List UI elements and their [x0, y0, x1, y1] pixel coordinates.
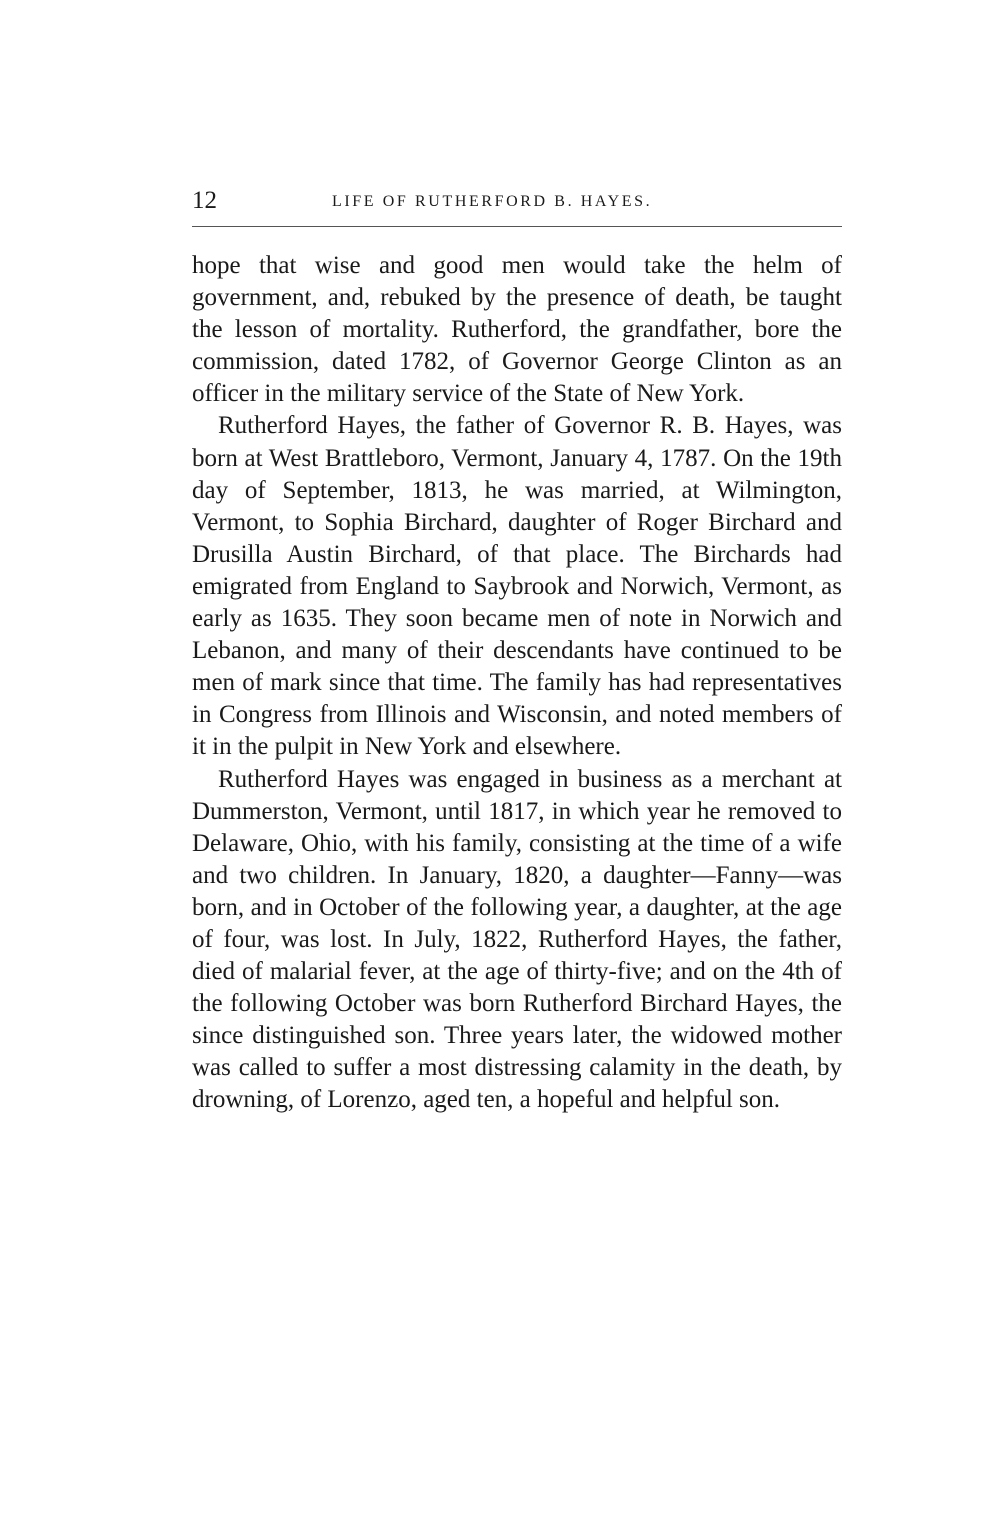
paragraph-father: Rutherford Hayes, the father of Governor R. B. Hayes, was born at West Brattleboro, Vermont, January 4, 1787. On the 19th day of September, 1813, he was married, at Wilmington, Vermont, to Sophia Birchard, daughter of Roger Birchard and Drusilla Austin Birchard, of that place. The Birchards had emigrated from England to Saybrook and Norwich, Vermont, as early as 1635. They soon became men of note in Norwich and Lebanon, and many of their descendants have continued to be men of mark since that time. The family has had representatives in Congress from Illinois and Wisconsin, and noted members of it in the pulpit in New York and elsewhere. — [192, 412, 842, 761]
body-text — [192, 250, 842, 1117]
header-rule — [192, 226, 842, 227]
page-number: 12 — [192, 187, 217, 214]
running-title: LIFE OF RUTHERFORD B. HAYES. — [332, 193, 653, 210]
paragraph-continued: hope that wise and good men would take the helm of government, and, rebuked by the presence of death, be taught the lesson of mortality. Rutherford, the grandfather, bore the commission, dated 1782, of Governor George Clinton as an officer in the military service of the State of New York. — [192, 252, 842, 408]
paragraph-merchant: Rutherford Hayes was engaged in business as a merchant at Dummerston, Vermont, until 1817, in which year he removed to Delaware, Ohio, with his family, consisting at the time of a wife and two children. In January, 1820, a daughter—Fanny—was born, and in October of the following year, a daughter, at the age of four, was lost. In July, 1822, Rutherford Hayes, the father, died of malarial fever, at the age of thirty-five; and on the 4th of the following October was born Rutherford Birchard Hayes, the since distinguished son. Three years later, the widowed mother was called to suffer a most distressing calamity in the death, by drowning, of Lorenzo, aged ten, a hopeful and helpful son. — [192, 765, 842, 1114]
running-head — [192, 186, 842, 216]
